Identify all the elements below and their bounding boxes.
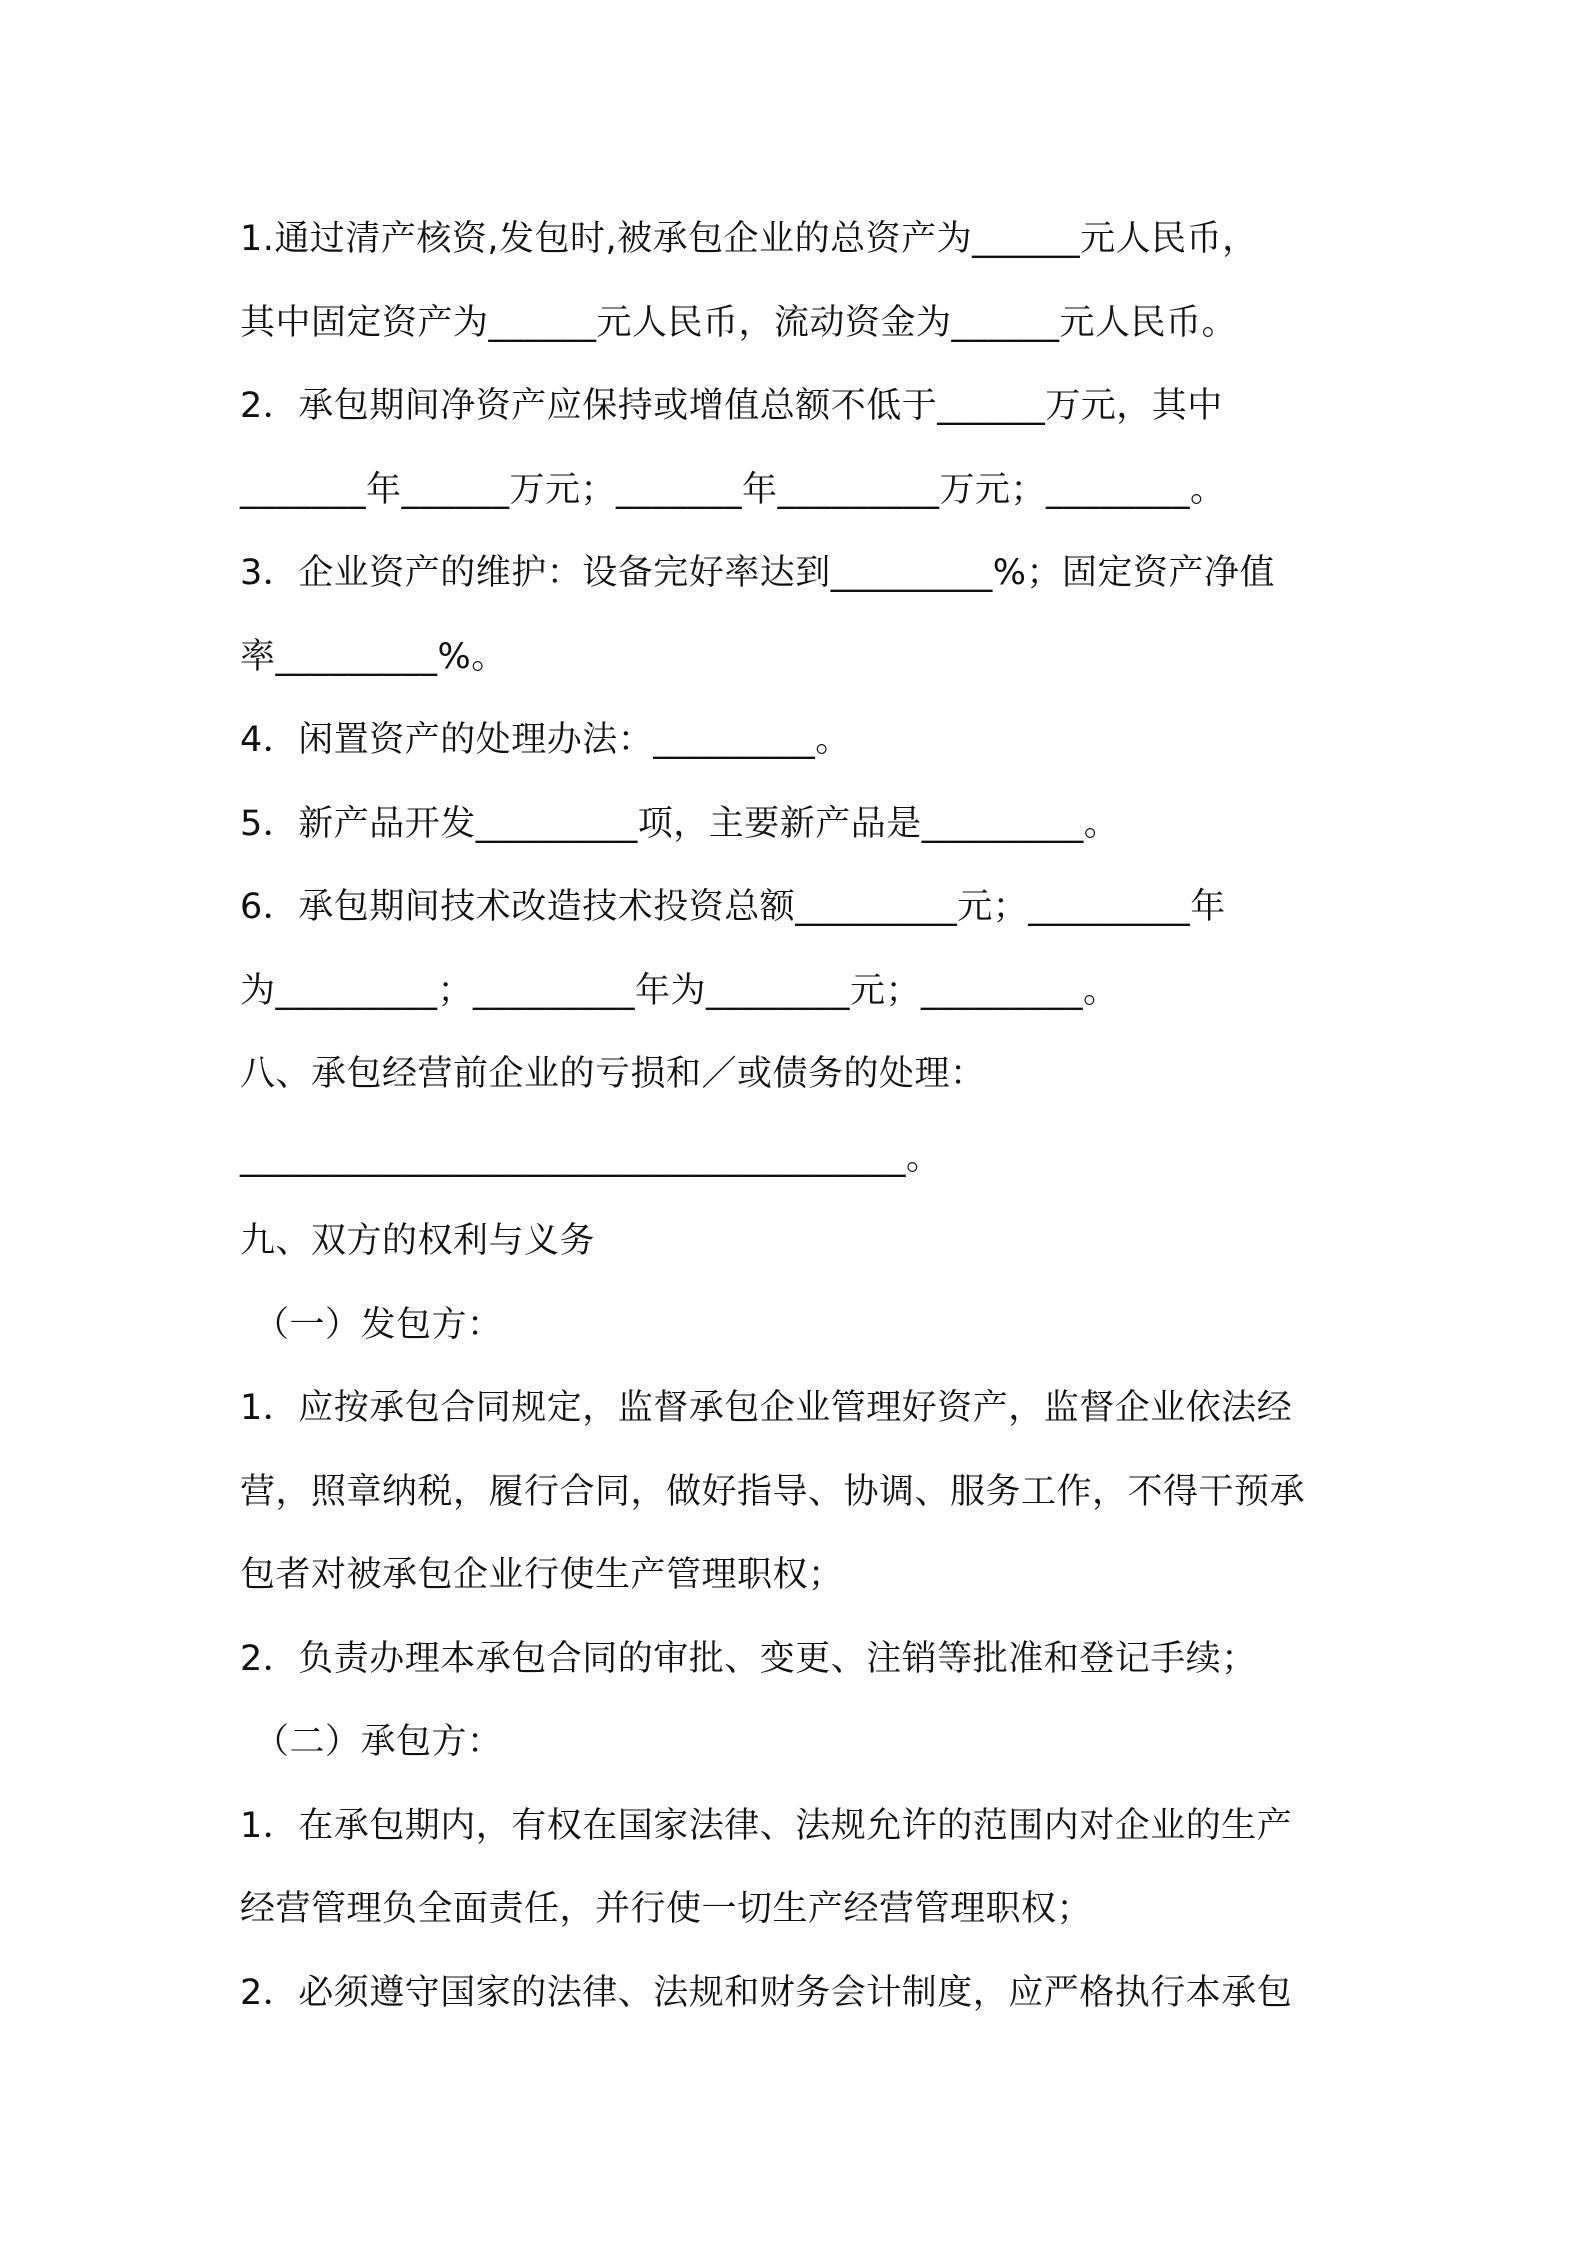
text-line: 经营管理负全面责任，并行使一切生产经营管理职权；: [240, 1889, 1093, 1929]
text-line: 3．企业资产的维护：设备完好率达到_________%；固定资产净值: [240, 553, 1276, 593]
text-line: 率_________%。: [240, 636, 507, 677]
text-line: 2．必须遵守国家的法律、法规和财务会计制度，应严格执行本承包: [240, 1972, 1293, 2013]
text-line: 2．承包期间净资产应保持或增值总额不低于______万元，其中: [240, 386, 1223, 426]
section-heading: 八、承包经营前企业的亏损和／或债务的处理：: [240, 1054, 986, 1094]
subsection-heading: （二）承包方：: [254, 1722, 503, 1762]
text-line: 2．负责办理本承包合同的审批、变更、注销等批准和登记手续；: [240, 1638, 1257, 1679]
subsection-heading: （一）发包方：: [254, 1304, 503, 1345]
text-line: 营，照章纳税，履行合同，做好指导、协调、服务工作，不得干预承: [240, 1471, 1306, 1512]
text-line: _____________________________________。: [240, 1137, 942, 1178]
text-line: 1．在承包期内，有权在国家法律、法规允许的范围内对企业的生产: [240, 1805, 1293, 1846]
text-line: 其中固定资产为______元人民币，流动资金为______元人民币。: [240, 302, 1238, 343]
text-line: 1．应按承包合同规定，监督承包企业管理好资产，监督企业依法经: [240, 1388, 1293, 1428]
text-line: 4．闲置资产的处理办法：_________。: [240, 720, 851, 760]
text-line: 5．新产品开发_________项，主要新产品是_________。: [240, 803, 1120, 844]
text-line: 为_________；_________年为________元；_________。: [240, 970, 1119, 1011]
text-line: _______年______万元；_______年_________万元；________。: [240, 469, 1226, 510]
text-line: 1.通过清产核资,发包时,被承包企业的总资产为______元人民币，: [240, 219, 1258, 259]
document-body: [240, 198, 1360, 2035]
text-line: 6．承包期间技术改造技术投资总额_________元；_________年: [240, 887, 1226, 927]
text-line: 包者对被承包企业行使生产管理职权；: [240, 1555, 844, 1595]
section-heading: 九、双方的权利与义务: [240, 1221, 596, 1261]
